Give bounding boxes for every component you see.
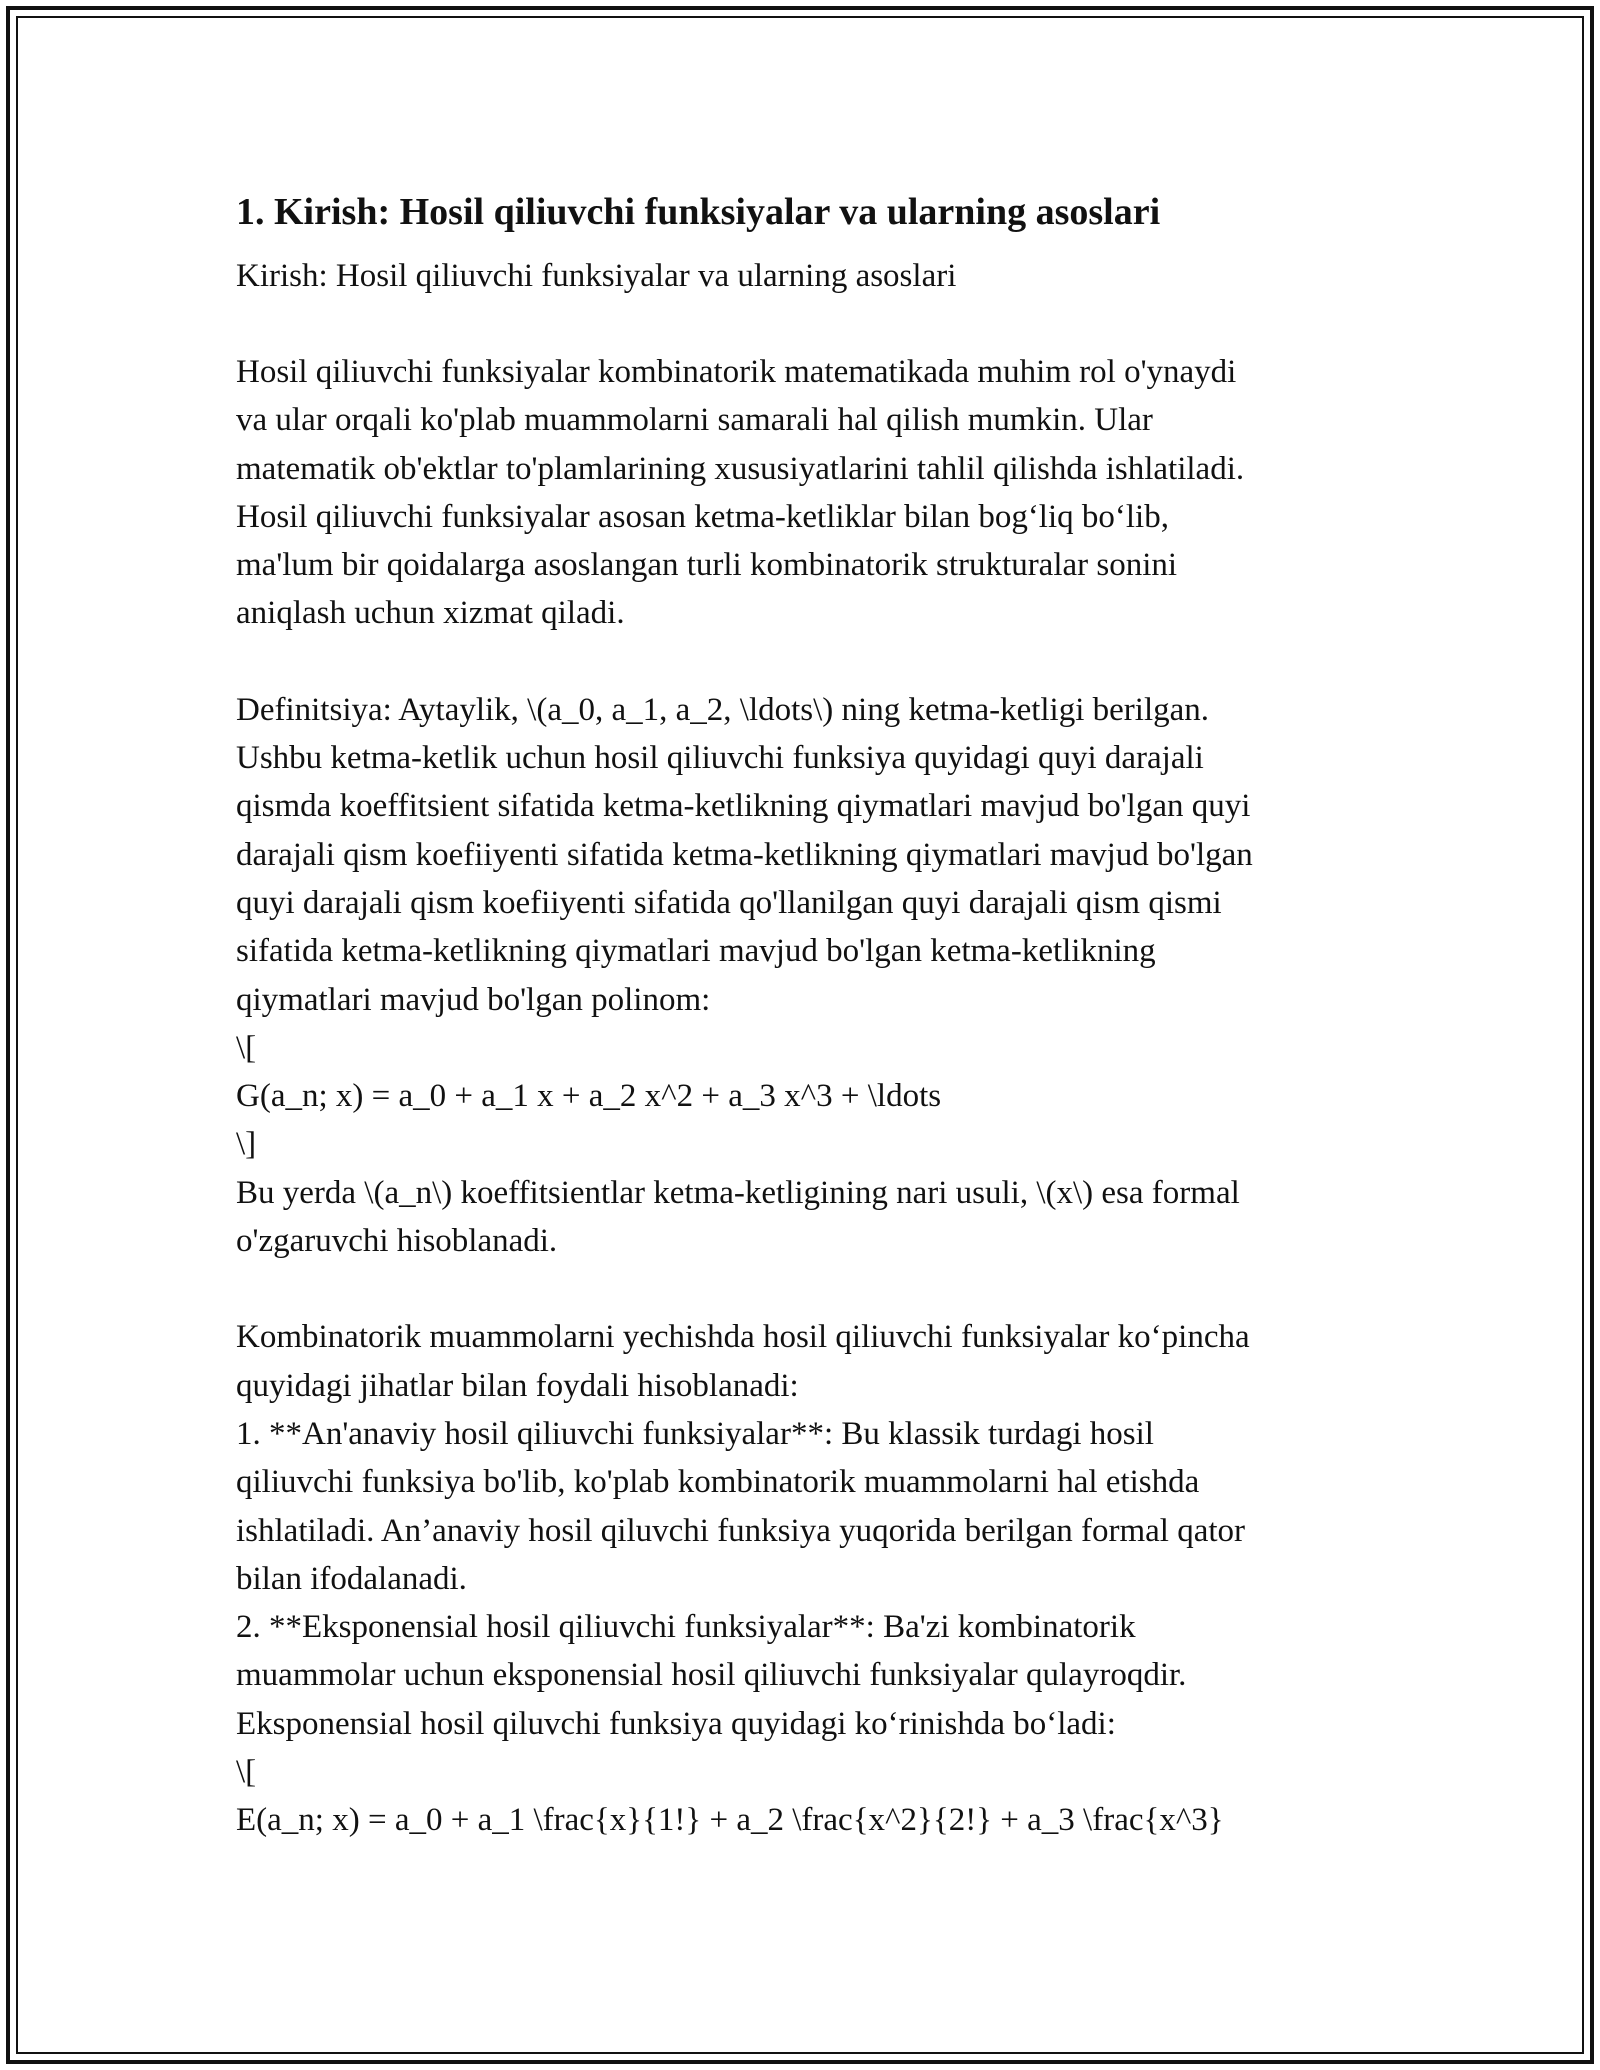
text-line: quyidagi jihatlar bilan foydali hisoblanadi: xyxy=(236,1367,799,1404)
text-line: qiymatlari mavjud bo'lgan polinom: xyxy=(236,981,711,1018)
text-line: va ular orqali ko'plab muammolarni samarali hal qilish mumkin. Ular xyxy=(236,402,1153,439)
formula-line: E(a_n; x) = a_0 + a_1 \frac{x}{1!} + a_2 \frac{x^2}{2!} + a_3 \frac{x^3} xyxy=(236,1802,1224,1839)
text-line: Hosil qiliuvchi funksiyalar kombinatorik matematikada muhim rol o'ynaydi xyxy=(236,354,1237,390)
text-line: qiliuvchi funksiya bo'lib, ko'plab kombinatorik muammolarni hal etishda xyxy=(236,1464,1200,1501)
applications-paragraph xyxy=(236,1313,1376,1844)
text-line: matematik ob'ektlar to'plamlarining xususiyatlarini tahlil qilishda ishlatiladi. xyxy=(236,450,1245,487)
definition-paragraph xyxy=(236,686,1376,1266)
text-line: Hosil qiliuvchi funksiyalar asosan ketma-ketliklar bilan bog‘liq bo‘lib, xyxy=(236,498,1169,535)
text-line: Bu yerda \(a_n\) koeffitsientlar ketma-ketligining nari usuli, \(x\) esa formal xyxy=(236,1174,1240,1211)
text-line: Definitsiya: Aytaylik, \(a_0, a_1, a_2, \ldots\) ning ketma-ketligi berilgan. xyxy=(236,691,1210,728)
intro-paragraph xyxy=(236,348,1376,638)
document-body xyxy=(236,186,1376,1845)
text-line: o'zgaruvchi hisoblanadi. xyxy=(236,1223,558,1260)
text-line: Kombinatorik muammolarni yechishda hosil qiliuvchi funksiyalar ko‘pincha xyxy=(236,1319,1250,1356)
text-line: darajali qism koefiiyenti sifatida ketma-ketlikning qiymatlari mavjud bo'lgan xyxy=(236,836,1253,873)
section-heading: 1. Kirish: Hosil qiliuvchi funksiyalar va ularning asoslari xyxy=(236,191,1161,233)
text-line: aniqlash uchun xizmat qiladi. xyxy=(236,595,625,632)
formula-delimiter-open: \[ xyxy=(236,1754,257,1791)
formula-delimiter-close: \] xyxy=(236,1126,257,1163)
list-item-line: 1. **An'anaviy hosil qiliuvchi funksiyalar**: Bu klassik turdagi hosil xyxy=(236,1415,1154,1452)
text-line: Eksponensial hosil qiluvchi funksiya quyidagi ko‘rinishda bo‘ladi: xyxy=(236,1705,1116,1742)
text-line: quyi darajali qism koefiiyenti sifatida qo'llanilgan quyi darajali qism qismi xyxy=(236,884,1222,921)
text-line: Ushbu ketma-ketlik uchun hosil qiliuvchi funksiya quyidagi quyi darajali xyxy=(236,740,1204,777)
text-line: qismda koeffitsient sifatida ketma-ketlikning qiymatlari mavjud bo'lgan quyi xyxy=(236,788,1251,825)
formula-delimiter-open: \[ xyxy=(236,1029,257,1066)
text-line: bilan ifodalanadi. xyxy=(236,1560,467,1597)
section-subtitle: Kirish: Hosil qiliuvchi funksiyalar va ularning asoslari xyxy=(236,258,957,294)
text-line: muammolar uchun eksponensial hosil qiliuvchi funksiyalar qulayroqdir. xyxy=(236,1657,1187,1694)
text-line: ma'lum bir qoidalarga asoslangan turli kombinatorik strukturalar sonini xyxy=(236,547,1178,584)
formula-line: G(a_n; x) = a_0 + a_1 x + a_2 x^2 + a_3 x^3 + \ldots xyxy=(236,1078,942,1115)
text-line: sifatida ketma-ketlikning qiymatlari mavjud bo'lgan ketma-ketlikning xyxy=(236,933,1156,970)
text-line: ishlatiladi. An’anaviy hosil qiluvchi funksiya yuqorida berilgan formal qator xyxy=(236,1512,1246,1549)
list-item-line: 2. **Eksponensial hosil qiliuvchi funksiyalar**: Ba'zi kombinatorik xyxy=(236,1609,1136,1646)
